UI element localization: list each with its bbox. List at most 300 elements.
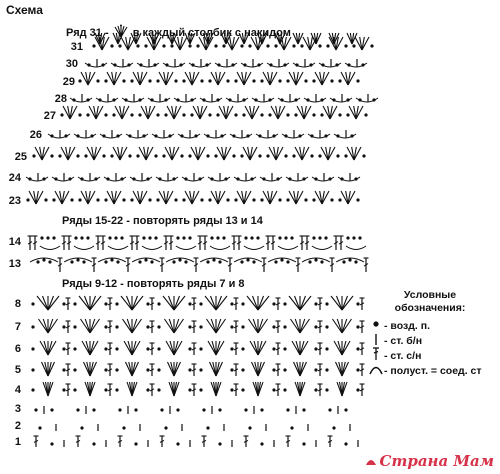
chain-stitch — [242, 113, 245, 116]
rows9-12-note: Ряды 9-12 - повторять ряды 7 и 8 — [62, 278, 245, 290]
chain-stitch — [180, 134, 183, 137]
chain-stitch — [214, 44, 217, 47]
chain-arc — [278, 246, 298, 250]
chain-stitch — [172, 177, 175, 180]
chain-stitch — [190, 113, 193, 116]
chain-stitch — [104, 79, 107, 82]
chain-stitch — [157, 347, 160, 350]
chain-stitch — [278, 198, 281, 201]
chain-stitch — [318, 44, 321, 47]
chain-stitch — [188, 388, 191, 391]
watermark-text: Страна Мам — [379, 452, 494, 470]
chain-stitch — [362, 154, 365, 157]
chain-stitch — [324, 236, 327, 239]
chain-stitch — [292, 44, 295, 47]
legend-item-chain — [368, 318, 498, 333]
chain-stitch — [309, 63, 312, 66]
chain-stitch — [174, 198, 177, 201]
chain-stitch — [325, 302, 328, 305]
chain-stitch — [164, 426, 167, 429]
chain-stitch — [218, 408, 221, 411]
chain-stitch — [218, 260, 221, 263]
chain-stitch — [218, 442, 221, 445]
chain-stitch — [102, 154, 105, 157]
chain-arc — [40, 246, 60, 250]
chain-stitch — [174, 79, 177, 82]
chain-stitch — [346, 98, 349, 101]
fan-stitch — [342, 296, 353, 310]
chain-stitch — [76, 408, 79, 411]
fan-stitch — [258, 341, 266, 355]
fan-stitch — [291, 319, 301, 333]
chain-stitch — [122, 426, 125, 429]
fan-stitch — [258, 296, 269, 310]
chain-stitch — [272, 368, 275, 371]
chain-stitch — [241, 388, 244, 391]
chain-stitch — [276, 177, 279, 180]
fan-stitch — [127, 319, 132, 333]
fan-stitch — [205, 296, 216, 310]
legend-title-line1: Условные — [403, 289, 457, 301]
fan-stitch — [216, 341, 224, 355]
chain-stitch — [176, 408, 179, 411]
chain-stitch — [232, 154, 235, 157]
chain-stitch — [60, 113, 63, 116]
chain-stitch — [372, 98, 375, 101]
fan-stitch — [300, 296, 306, 310]
chain-stitch — [200, 198, 203, 201]
chain-stitch — [266, 44, 269, 47]
chain-stitch — [208, 113, 211, 116]
chain-stitch — [312, 236, 315, 239]
chain-stitch — [256, 236, 259, 239]
chain-stitch — [241, 325, 244, 328]
fan-stitch — [166, 341, 174, 355]
chain-stitch — [118, 408, 121, 411]
fan-stitch — [207, 319, 217, 333]
chain-stitch — [230, 325, 233, 328]
chain-stitch — [44, 198, 47, 201]
chain-stitch — [68, 177, 71, 180]
chain-stitch — [258, 134, 261, 137]
chain-stitch — [200, 79, 203, 82]
chain-stitch — [222, 44, 225, 47]
chain-stitch — [283, 63, 286, 66]
chain-stitch — [148, 198, 151, 201]
fan-stitch — [169, 296, 175, 310]
chain-stitch — [104, 347, 107, 350]
chain-stitch — [230, 347, 233, 350]
fan-stitch — [211, 319, 216, 333]
chain-stitch — [320, 260, 323, 263]
chain-stitch — [94, 177, 97, 180]
fan-stitch — [40, 341, 48, 355]
chain-stitch — [157, 368, 160, 371]
chain-stitch — [290, 236, 293, 239]
chain-stitch — [98, 98, 101, 101]
chain-stitch — [102, 134, 105, 137]
chain-arc — [74, 246, 94, 250]
chain-stitch — [314, 388, 317, 391]
fan-stitch — [295, 296, 301, 310]
chain-stitch — [168, 134, 171, 137]
chain-stitch — [36, 260, 39, 263]
chain-stitch — [210, 236, 213, 239]
chain-stitch — [92, 442, 95, 445]
chain-stitch — [188, 236, 191, 239]
chain-stitch — [250, 177, 253, 180]
chain-stitch — [104, 325, 107, 328]
chain-stitch — [188, 347, 191, 350]
chain-stitch — [52, 236, 55, 239]
chain-stitch — [52, 198, 55, 201]
chain-stitch — [144, 258, 147, 261]
chain-stitch — [361, 63, 364, 66]
chain-stitch — [106, 177, 109, 180]
chain-stitch — [124, 98, 127, 101]
chain-stitch — [260, 198, 263, 201]
fan-stitch — [216, 319, 226, 333]
chain-stitch — [312, 198, 315, 201]
chain-stitch — [150, 98, 153, 101]
fan-stitch — [216, 296, 227, 310]
fan-stitch — [211, 296, 217, 310]
watermark — [365, 452, 494, 470]
chain-stitch — [86, 98, 89, 101]
chain-stitch — [234, 79, 237, 82]
chain-stitch — [115, 302, 118, 305]
fan-stitch — [300, 341, 308, 355]
fan-stitch — [253, 296, 259, 310]
chain-stitch — [31, 388, 34, 391]
chain-stitch — [280, 258, 283, 261]
chain-stitch — [340, 177, 343, 180]
chain-stitch — [252, 198, 255, 201]
chain-stitch — [196, 44, 199, 47]
chain-stitch — [132, 177, 135, 180]
chain-stitch — [182, 198, 185, 201]
chain-stitch — [350, 134, 353, 137]
chain-stitch — [50, 442, 53, 445]
fan-stitch — [249, 319, 259, 333]
chain-stitch — [142, 134, 145, 137]
fan-stitch — [48, 319, 58, 333]
fan-stitch — [79, 296, 90, 310]
chain-stitch — [314, 368, 317, 371]
slip-arc-icon — [368, 363, 384, 378]
chain-stitch — [318, 236, 321, 239]
fan-stitch — [43, 296, 49, 310]
chain-stitch — [226, 198, 229, 201]
chain-stitch — [104, 260, 107, 263]
chain-stitch — [283, 347, 286, 350]
chain-stitch — [294, 98, 297, 101]
chain-stitch — [116, 134, 119, 137]
chain-stitch — [180, 154, 183, 157]
fan-stitch — [216, 319, 221, 333]
chain-stitch — [115, 325, 118, 328]
chain-stitch — [146, 177, 149, 180]
chain-stitch — [110, 44, 113, 47]
chain-stitch — [286, 79, 289, 82]
chain-stitch — [344, 442, 347, 445]
chain-stitch — [246, 134, 249, 137]
chain-stitch — [304, 198, 307, 201]
fan-stitch — [216, 296, 222, 310]
fan-stitch — [333, 319, 343, 333]
chain-stitch — [92, 408, 95, 411]
chain-stitch — [234, 198, 237, 201]
chain-stitch — [115, 388, 118, 391]
fan-stitch — [174, 296, 180, 310]
fan-stitch — [48, 296, 54, 310]
chain-stitch — [206, 426, 209, 429]
chain-stitch — [257, 63, 260, 66]
row-number-13: 13 — [8, 258, 21, 270]
chain-stitch — [190, 98, 193, 101]
chain-stitch — [364, 113, 367, 116]
chain-stitch — [188, 44, 191, 47]
chain-stitch — [216, 236, 219, 239]
chain-stitch — [80, 177, 83, 180]
fan-stitch — [48, 296, 59, 310]
fan-stitch — [289, 296, 300, 310]
fan-stitch — [342, 341, 350, 355]
chain-arc — [244, 246, 264, 250]
legend-label-double-crochet: - ст. с/н — [384, 349, 422, 362]
row-number-4: 4 — [14, 384, 21, 396]
chain-stitch — [108, 236, 111, 239]
chain-stitch — [202, 98, 205, 101]
chain-stitch — [302, 177, 305, 180]
chain-stitch — [84, 154, 87, 157]
chain-stitch — [254, 98, 257, 101]
chain-stitch — [72, 98, 75, 101]
chain-stitch — [272, 325, 275, 328]
chain-stitch — [272, 388, 275, 391]
chain-stitch — [246, 258, 249, 261]
fan-stitch — [90, 341, 98, 355]
chain-stitch — [324, 134, 327, 137]
chain-stitch — [50, 408, 53, 411]
row-number-30: 30 — [65, 58, 78, 70]
chain-stitch — [73, 325, 76, 328]
chain-stitch — [42, 258, 45, 261]
chain-stitch — [139, 63, 142, 66]
row-number-5: 5 — [14, 364, 21, 376]
fan-stitch — [165, 319, 175, 333]
row-number-29: 29 — [62, 76, 75, 88]
legend-item-double-crochet — [368, 348, 498, 363]
chain-stitch — [290, 426, 293, 429]
chain-stitch — [73, 347, 76, 350]
fan-stitch — [127, 296, 133, 310]
chain-stitch — [320, 98, 323, 101]
chain-stitch — [217, 63, 220, 66]
chain-stitch — [157, 388, 160, 391]
chain-stitch — [269, 63, 272, 66]
chain-stitch — [182, 236, 185, 239]
chain-stitch — [191, 63, 194, 66]
chain-stitch — [148, 79, 151, 82]
chain-stitch — [356, 302, 359, 305]
chain-stitch — [116, 260, 119, 263]
row31-note-tail: в каждый столбик с накидом — [132, 27, 291, 39]
chain-stitch — [188, 325, 191, 328]
chain-stitch — [165, 63, 168, 66]
chain-stitch — [286, 408, 289, 411]
chain-stitch — [335, 63, 338, 66]
chain-stitch — [286, 260, 289, 263]
chain-stitch — [40, 236, 43, 239]
chain-stitch — [104, 388, 107, 391]
chain-stitch — [73, 368, 76, 371]
chain-stitch — [240, 44, 243, 47]
fan-stitch — [169, 319, 174, 333]
chain-stitch — [328, 408, 331, 411]
chain-stitch — [156, 113, 159, 116]
chain-stitch — [114, 236, 117, 239]
chain-stitch — [240, 154, 243, 157]
row-number-6: 6 — [14, 343, 21, 355]
chain-stitch — [283, 388, 286, 391]
chain-stitch — [295, 63, 298, 66]
chain-stitch — [216, 113, 219, 116]
chain-stitch — [179, 63, 182, 66]
chain-stitch — [96, 79, 99, 82]
chain-stitch — [104, 302, 107, 305]
fan-stitch — [295, 319, 300, 333]
chain-stitch — [157, 302, 160, 305]
fan-stitch — [174, 319, 179, 333]
chain-stitch — [208, 79, 211, 82]
chain-stitch — [112, 113, 115, 116]
row-number-1: 1 — [14, 436, 21, 448]
chain-stitch — [356, 388, 359, 391]
chain-stitch — [206, 154, 209, 157]
chain-stitch — [62, 388, 65, 391]
chain-stitch — [314, 347, 317, 350]
fan-stitch — [292, 341, 300, 355]
fan-stitch — [90, 296, 96, 310]
chain-stitch — [62, 368, 65, 371]
chain-stitch — [358, 236, 361, 239]
chain-stitch — [252, 260, 255, 263]
fan-stitch — [300, 296, 311, 310]
chain-stitch — [284, 236, 287, 239]
row-number-24: 24 — [8, 172, 21, 184]
chain-stitch — [146, 347, 149, 350]
fan-stitch — [90, 296, 101, 310]
chain-stitch — [128, 154, 131, 157]
row-number-25: 25 — [14, 151, 27, 163]
chain-stitch — [115, 368, 118, 371]
chain-stitch — [338, 198, 341, 201]
chain-stitch — [112, 98, 115, 101]
fan-stitch — [48, 341, 56, 355]
chain-stitch — [272, 134, 275, 137]
chain-stitch — [146, 325, 149, 328]
chain-stitch — [356, 198, 359, 201]
chain-stitch — [104, 368, 107, 371]
chain-stitch — [199, 368, 202, 371]
chain-stitch — [146, 302, 149, 305]
chain-stitch — [101, 63, 104, 66]
chain-stitch — [260, 113, 263, 116]
chain-stitch — [46, 236, 49, 239]
chain-stitch — [244, 408, 247, 411]
chain-stitch — [320, 113, 323, 116]
chain-stitch — [162, 44, 165, 47]
chain-stitch — [120, 177, 123, 180]
chain-stitch — [188, 302, 191, 305]
chain-stitch — [54, 177, 57, 180]
fan-stitch — [250, 341, 258, 355]
chain-stitch — [50, 134, 53, 137]
chain-stitch — [199, 388, 202, 391]
chain-stitch — [64, 134, 67, 137]
legend — [368, 289, 498, 378]
chain-stitch — [356, 368, 359, 371]
chain-stitch — [78, 79, 81, 82]
chain-stitch — [162, 154, 165, 157]
chain-stitch — [118, 44, 121, 47]
chain-stitch — [304, 79, 307, 82]
chain-stitch — [210, 177, 213, 180]
chain-stitch — [266, 154, 269, 157]
chain-stitch — [338, 113, 341, 116]
fan-stitch — [132, 341, 140, 355]
chain-stitch — [328, 177, 331, 180]
chain-stitch — [148, 236, 151, 239]
chain-stitch — [120, 236, 123, 239]
chain-stitch — [92, 44, 95, 47]
legend-item-single-crochet — [368, 333, 498, 348]
chain-stitch — [146, 388, 149, 391]
chain-stitch — [314, 258, 317, 261]
chain-stitch — [150, 260, 153, 263]
fan-stitch — [43, 319, 48, 333]
chain-stitch — [138, 260, 141, 263]
chain-stitch — [356, 347, 359, 350]
chain-stitch — [278, 236, 281, 239]
chain-stitch — [230, 368, 233, 371]
chain-stitch — [286, 113, 289, 116]
chain-stitch — [31, 302, 34, 305]
chain-stitch — [178, 258, 181, 261]
fan-stitch — [85, 296, 91, 310]
chain-stitch — [298, 134, 301, 137]
row-number-26: 26 — [29, 129, 42, 141]
chain-stitch — [128, 134, 131, 137]
chain-stitch — [176, 442, 179, 445]
chain-stitch — [136, 44, 139, 47]
chain-stitch — [325, 368, 328, 371]
chain-stitch — [90, 134, 93, 137]
chain-stitch — [288, 177, 291, 180]
chain-stitch — [184, 177, 187, 180]
chain-stitch — [312, 79, 315, 82]
chain-stitch — [325, 325, 328, 328]
chain-stitch — [138, 113, 141, 116]
chain-stitch — [73, 388, 76, 391]
chain-stitch — [346, 236, 349, 239]
row-number-8: 8 — [14, 298, 21, 310]
fan-stitch — [39, 319, 49, 333]
chain-stitch — [80, 426, 83, 429]
chain-stitch — [154, 236, 157, 239]
fan-stitch — [132, 296, 143, 310]
